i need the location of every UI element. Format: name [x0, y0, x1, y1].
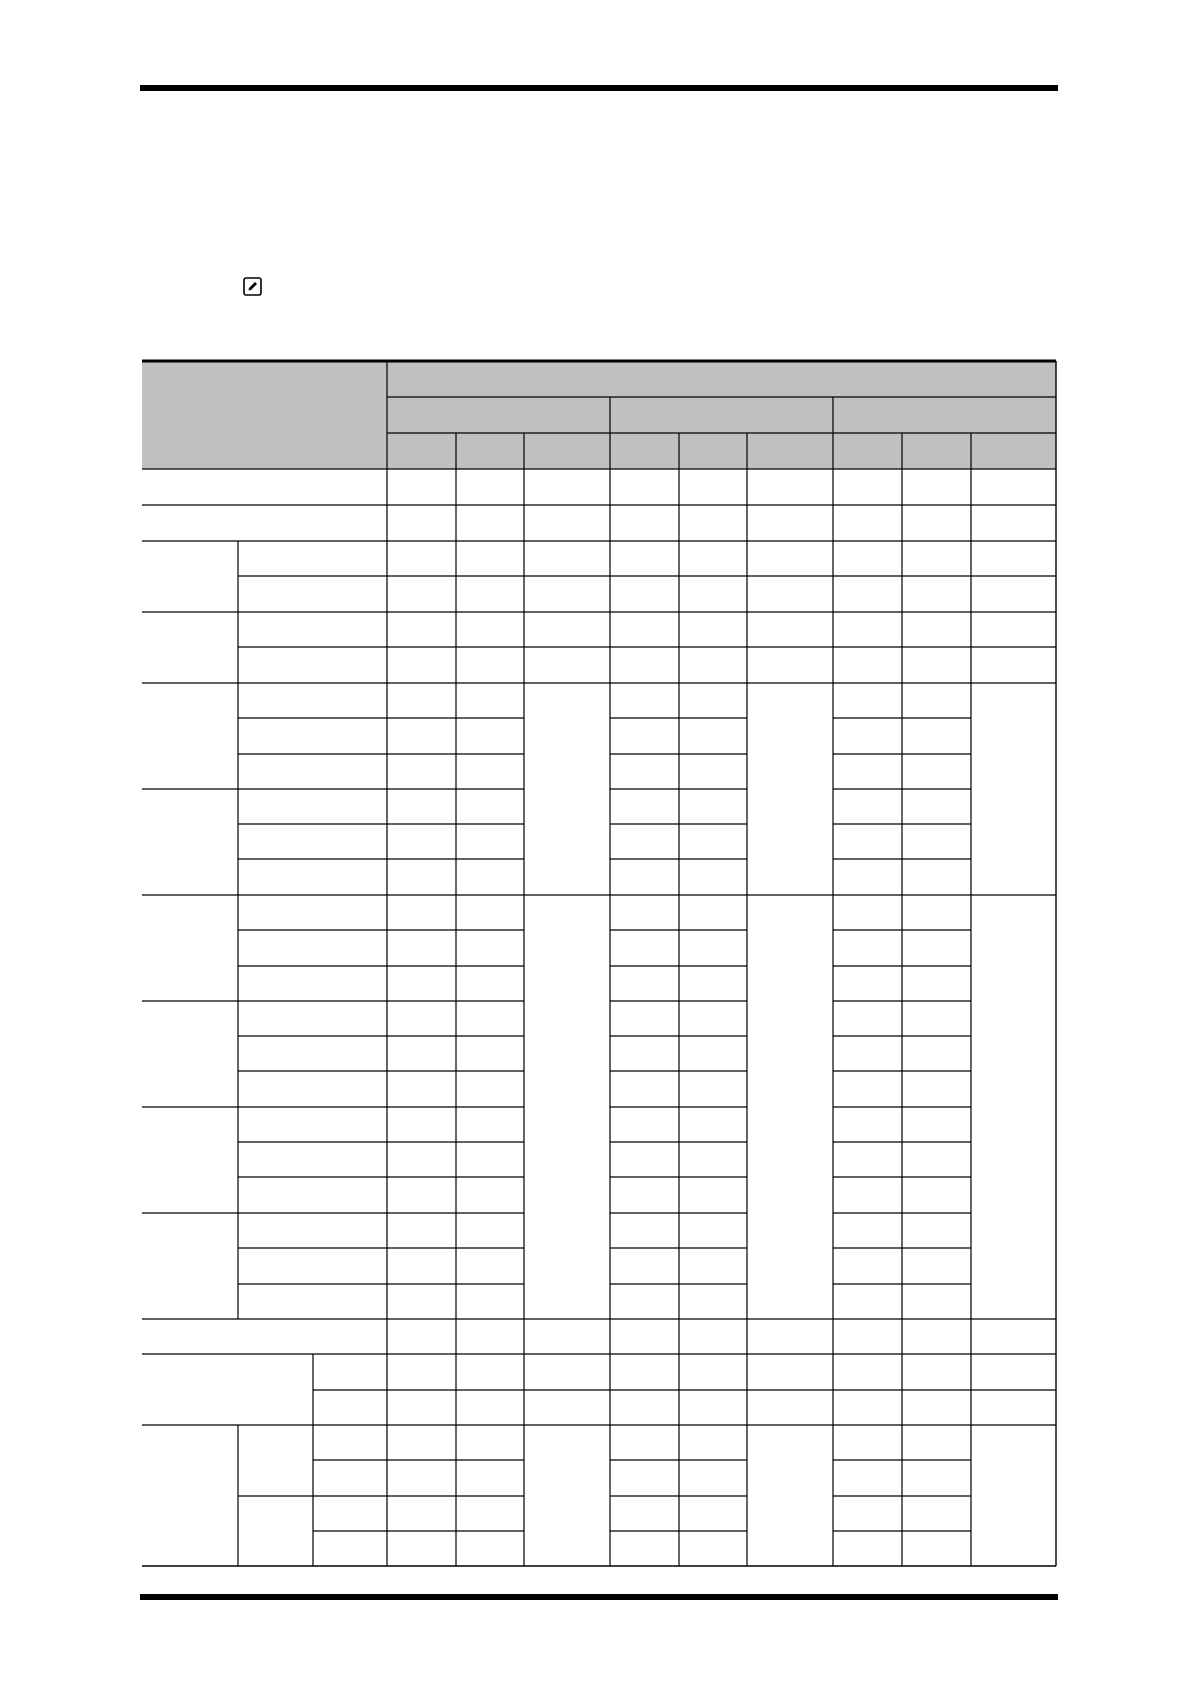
table-grid-lines: [142, 361, 1056, 1566]
table-header-fill: [142, 361, 1056, 469]
header-cell: [142, 361, 1056, 469]
footer-rule: [140, 1594, 1058, 1600]
